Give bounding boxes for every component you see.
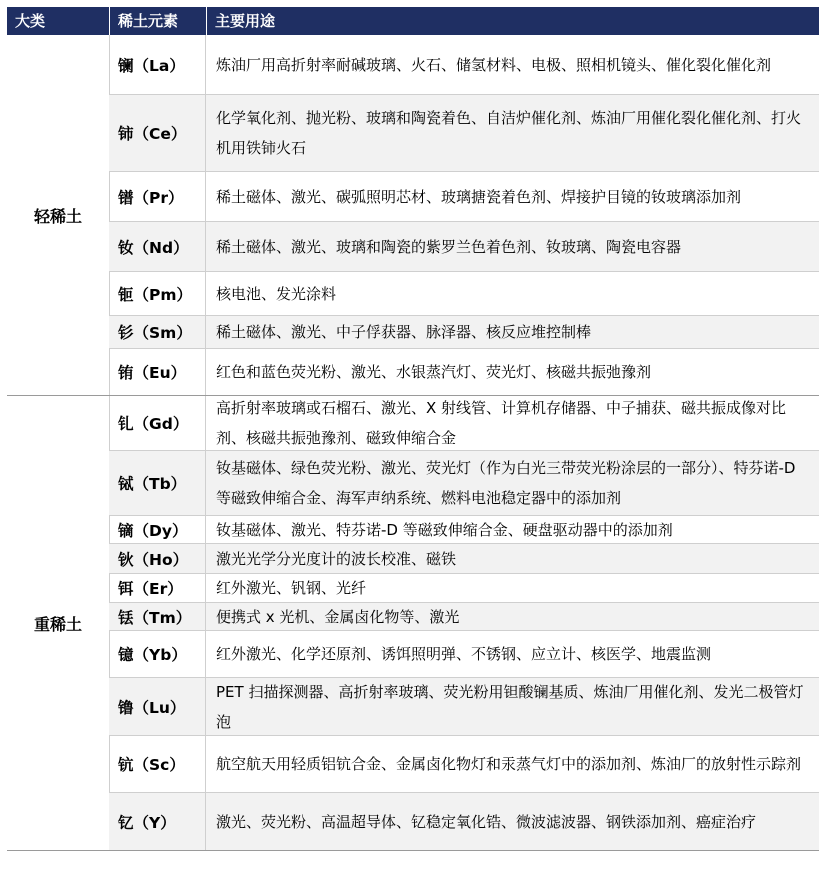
element-cell: 镥（Lu） — [109, 678, 206, 735]
usage-text: 航空航天用轻质铝钪合金、金属卤化物灯和汞蒸气灯中的添加剂、炼油厂的放射性示踪剂 — [216, 755, 802, 773]
element-cell: 钇（Y） — [109, 793, 206, 850]
table-row — [109, 451, 819, 516]
table-row — [109, 631, 819, 678]
header-category: 大类 — [15, 12, 46, 30]
element-cell: 钷（Pm） — [109, 272, 206, 315]
usage-text: 红色和蓝色荧光粉、激光、水银蒸汽灯、荧光灯、核磁共振弛豫剂 — [216, 363, 652, 381]
usage-text: 激光、荧光粉、高温超导体、钇稳定氧化锆、微波滤波器、钢铁添加剂、癌症治疗 — [216, 812, 757, 831]
usage-text: 钕基磁体、激光、特芬诺-D 等磁致伸缩合金、硬盘驱动器中的添加剂 — [216, 520, 673, 539]
table-row — [109, 95, 819, 172]
element-cell: 钆（Gd） — [109, 396, 206, 450]
table-row — [109, 349, 819, 396]
element-cell: 镱（Yb） — [109, 631, 206, 677]
element-cell: 钬（Ho） — [109, 544, 206, 573]
element-cell: 钐（Sm） — [109, 316, 206, 348]
header-element: 稀土元素 — [118, 12, 179, 30]
usage-cell — [206, 95, 819, 171]
usage-cell — [206, 349, 819, 395]
group-divider — [7, 850, 819, 851]
header-divider — [206, 7, 207, 35]
table-row — [109, 678, 819, 736]
usage-cell — [206, 316, 819, 348]
usage-cell — [206, 396, 819, 450]
usage-cell — [206, 222, 819, 271]
category-cell: 重稀土 — [33, 615, 82, 634]
usage-text: 稀土磁体、激光、玻璃和陶瓷的紫罗兰色着色剂、钕玻璃、陶瓷电容器 — [216, 237, 682, 256]
table-row — [109, 603, 819, 631]
header-usage: 主要用途 — [215, 12, 276, 30]
category-cell: 轻稀土 — [33, 207, 82, 226]
usage-cell — [206, 516, 819, 543]
usage-cell — [206, 544, 819, 573]
usage-cell — [206, 603, 819, 630]
element-cell: 铕（Eu） — [109, 349, 206, 395]
usage-text: 稀土磁体、激光、碳弧照明芯材、玻璃搪瓷着色剂、焊接护目镜的钕玻璃添加剂 — [216, 187, 742, 206]
table-header — [7, 7, 819, 35]
usage-text: 钕基磁体、绿色荧光粉、激光、荧光灯（作为白光三带荧光粉涂层的一部分）、特芬诺-D 等磁致伸缩合金、海军声纳系统、燃料电池稳定器中的添加剂 — [216, 459, 796, 507]
table-row — [109, 316, 819, 349]
table-row — [109, 516, 819, 544]
usage-cell — [206, 678, 819, 735]
element-cell: 铽（Tb） — [109, 451, 206, 515]
table-row — [109, 793, 819, 851]
table-row — [109, 574, 819, 603]
header-divider — [109, 7, 110, 35]
usage-cell — [206, 574, 819, 602]
table-row — [109, 396, 819, 451]
usage-cell — [206, 451, 819, 515]
usage-text: 便携式 x 光机、金属卤化物等、激光 — [216, 607, 460, 626]
table-row — [109, 222, 819, 272]
element-cell: 铒（Er） — [109, 574, 206, 602]
table-row — [109, 172, 819, 222]
element-cell: 钕（Nd） — [109, 222, 206, 271]
table-row — [109, 544, 819, 574]
usage-text: 红外激光、化学还原剂、诱饵照明弹、不锈钢、应立计、核医学、地震监测 — [216, 645, 712, 663]
element-cell: 铥（Tm） — [109, 603, 206, 630]
usage-text: 激光光学分光度计的波长校准、磁铁 — [216, 549, 457, 568]
table-row — [109, 272, 819, 316]
usage-cell — [206, 35, 819, 94]
table-row — [109, 35, 819, 95]
usage-cell — [206, 793, 819, 850]
table-row — [109, 736, 819, 793]
usage-cell — [206, 631, 819, 677]
usage-text: 炼油厂用高折射率耐碱玻璃、火石、储氢材料、电极、照相机镜头、催化裂化催化剂 — [216, 55, 772, 74]
usage-text: 稀土磁体、激光、中子俘获器、脉泽器、核反应堆控制棒 — [216, 323, 592, 341]
element-cell: 铈（Ce） — [109, 95, 206, 171]
element-cell: 镝（Dy） — [109, 516, 206, 543]
usage-cell — [206, 272, 819, 315]
usage-text: 化学氧化剂、抛光粉、玻璃和陶瓷着色、自洁炉催化剂、炼油厂用催化裂化催化剂、打火机用铁铈火石 — [216, 109, 802, 157]
usage-text: 高折射率玻璃或石榴石、激光、X 射线管、计算机存储器、中子捕获、磁共振成像对比剂、核磁共振弛豫剂、磁致伸缩合金 — [216, 399, 787, 447]
element-cell: 钪（Sc） — [109, 736, 206, 792]
usage-text: 红外激光、钒钢、光纤 — [216, 579, 367, 597]
element-cell: 镨（Pr） — [109, 172, 206, 221]
usage-cell — [206, 736, 819, 792]
usage-cell — [206, 172, 819, 221]
usage-text: 核电池、发光涂料 — [216, 284, 337, 303]
element-cell: 镧（La） — [109, 35, 206, 94]
usage-text: PET 扫描探测器、高折射率玻璃、荧光粉用钽酸镧基质、炼油厂用催化剂、发光二极管灯泡 — [216, 682, 804, 731]
